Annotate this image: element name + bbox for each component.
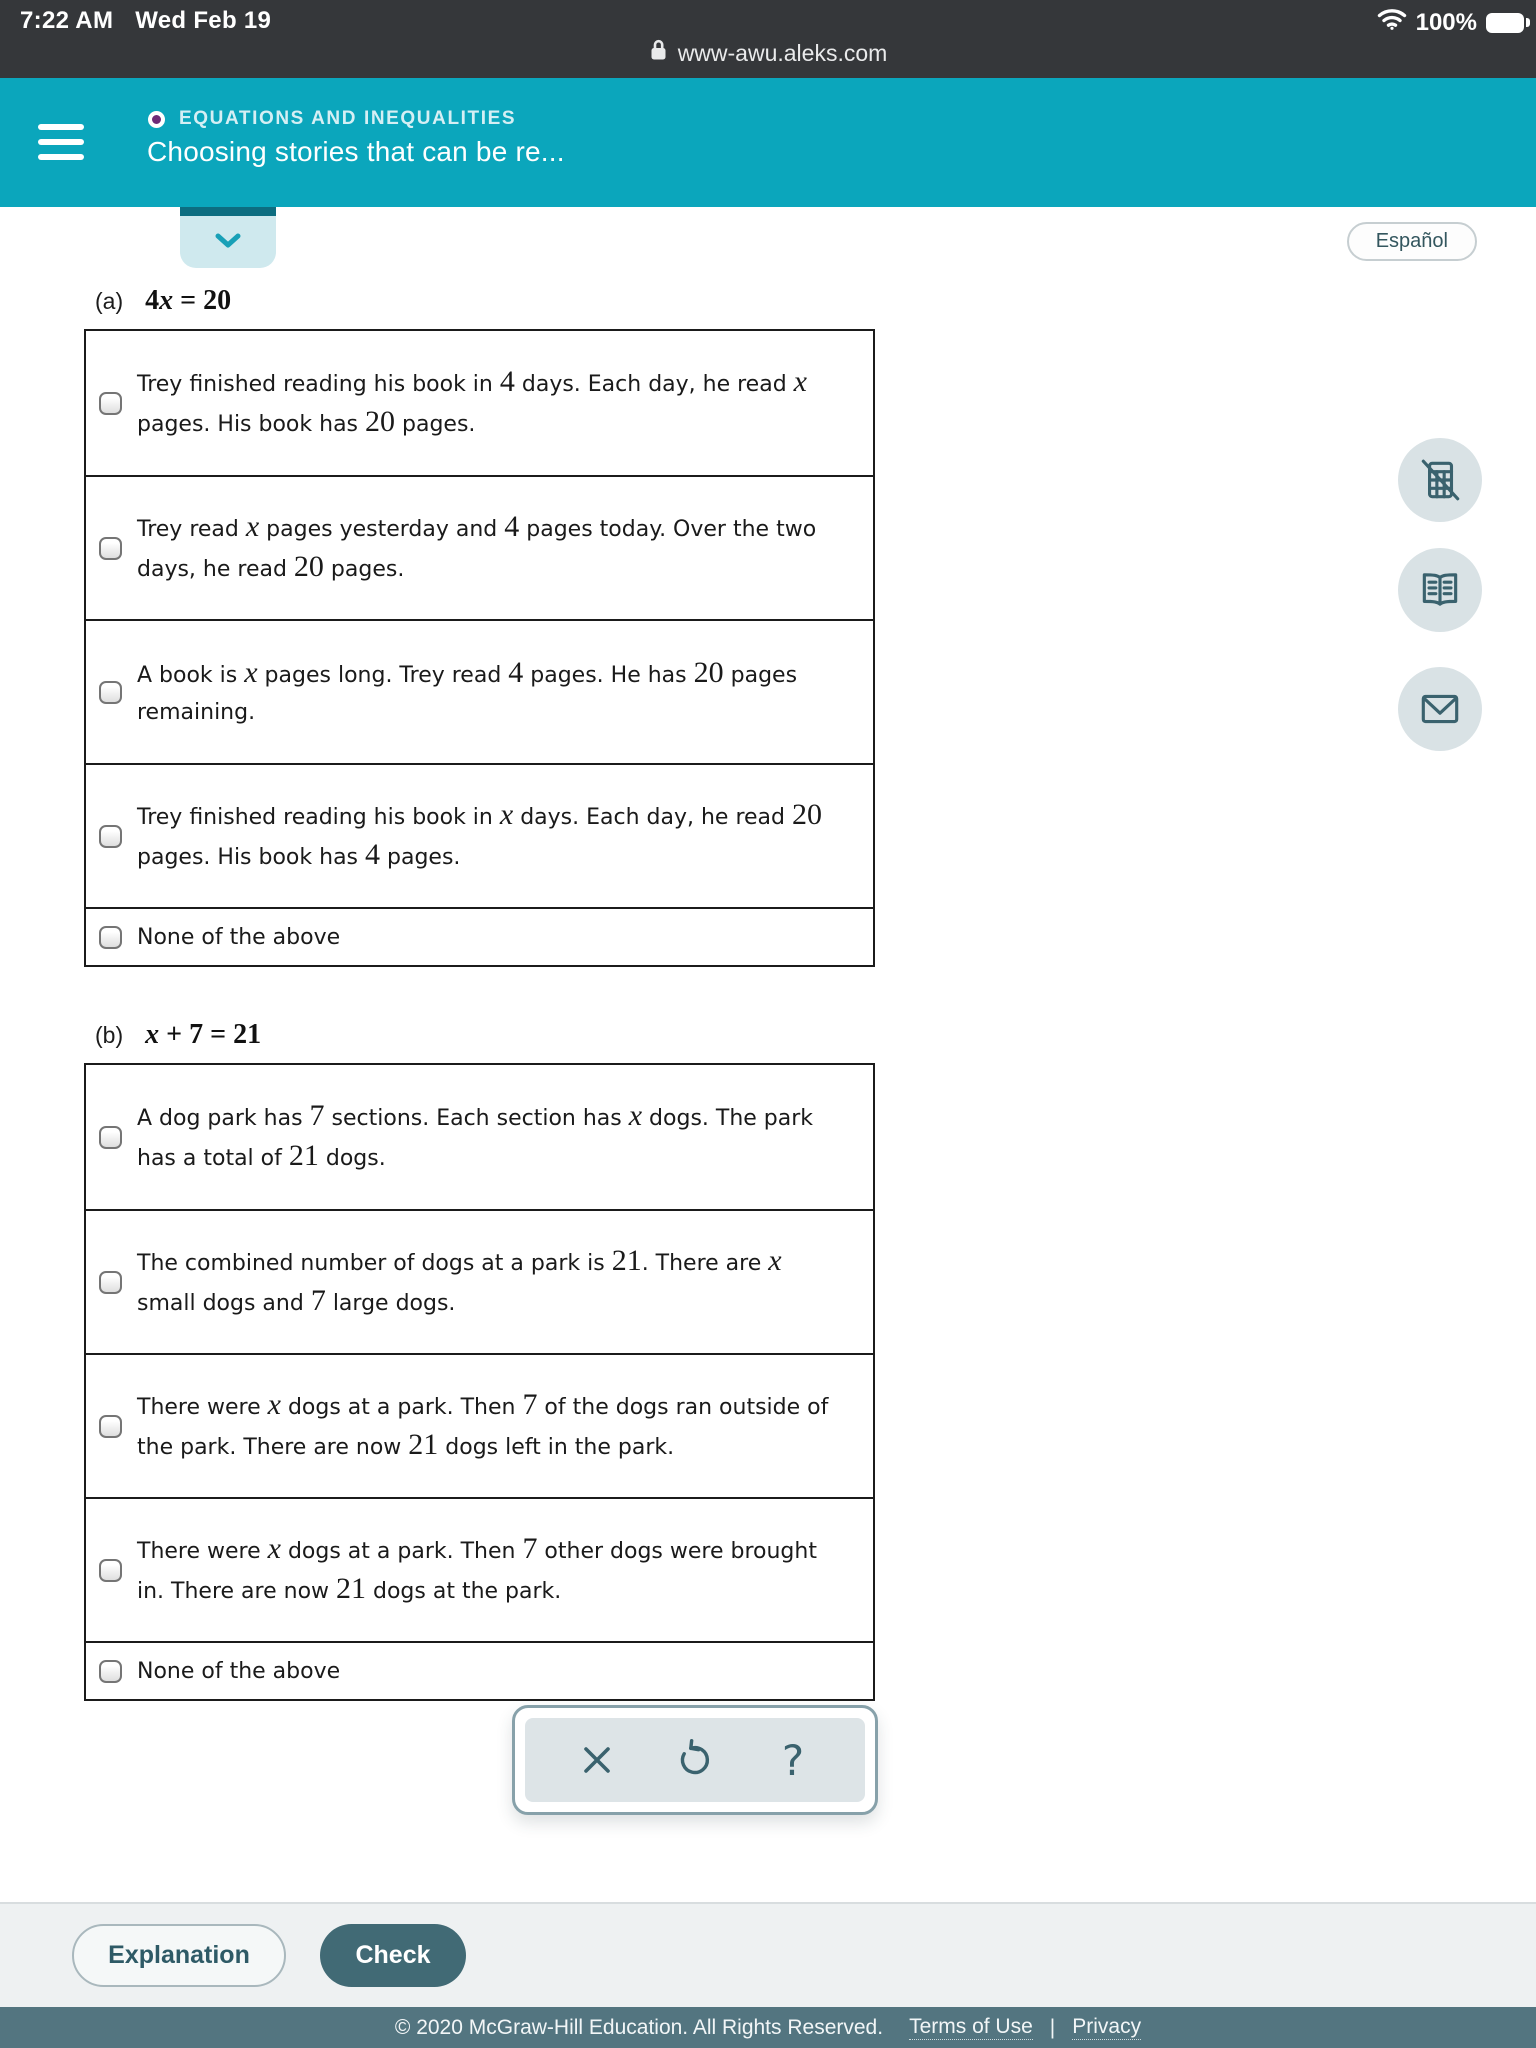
option-row[interactable] bbox=[86, 475, 873, 619]
question-b-options-table bbox=[84, 1063, 875, 1701]
action-bar bbox=[0, 1902, 1536, 2007]
footer-separator: | bbox=[1049, 2015, 1056, 2039]
help-question-icon[interactable]: ? bbox=[765, 1732, 821, 1788]
option-text: Trey read x pages yesterday and 4 pages today. Over the two days, he read 20 pages. bbox=[137, 510, 817, 583]
terms-of-use-link[interactable]: Terms of Use bbox=[909, 2015, 1033, 2038]
footer bbox=[0, 2007, 1536, 2048]
option-row[interactable] bbox=[86, 1353, 873, 1497]
battery-icon bbox=[1486, 13, 1524, 33]
privacy-link[interactable]: Privacy bbox=[1072, 2015, 1142, 2038]
answer-toolbox bbox=[512, 1705, 878, 1815]
option-text: None of the above bbox=[137, 924, 341, 950]
lock-icon bbox=[649, 38, 668, 68]
option-text: None of the above bbox=[137, 1658, 341, 1684]
topic-label: EQUATIONS AND INEQUALITIES bbox=[179, 108, 517, 129]
option-row[interactable] bbox=[86, 331, 873, 475]
battery-percent: 100% bbox=[1415, 8, 1477, 36]
address-bar[interactable] bbox=[0, 38, 1536, 68]
question-b-header bbox=[95, 1019, 1536, 1051]
option-row[interactable] bbox=[86, 619, 873, 763]
wifi-icon bbox=[1377, 7, 1407, 38]
radio-button[interactable] bbox=[99, 1415, 122, 1438]
collapse-question-tab[interactable] bbox=[180, 207, 276, 268]
reference-book-icon[interactable] bbox=[1398, 548, 1482, 632]
question-area bbox=[0, 269, 1536, 1902]
radio-button[interactable] bbox=[99, 681, 122, 704]
espanol-button[interactable]: Español bbox=[1347, 222, 1477, 261]
clock-time: 7:22 AM bbox=[20, 7, 114, 34]
url-text: www-awu.aleks.com bbox=[677, 39, 888, 66]
radio-button[interactable] bbox=[99, 825, 122, 848]
option-text: The combined number of dogs at a park is 21. There are x small dogs and 7 large dogs. bbox=[137, 1244, 782, 1317]
tab-strip bbox=[180, 207, 276, 216]
topic-dot-icon bbox=[148, 111, 165, 128]
question-a-options-table bbox=[84, 329, 875, 967]
option-text: Trey finished reading his book in x days. Each day, he read 20 pages. His book has 4 pages. bbox=[137, 798, 822, 871]
option-text: A dog park has 7 sections. Each section has x dogs. The park has a total of 21 dogs. bbox=[137, 1099, 814, 1172]
question-a-header bbox=[95, 285, 1536, 317]
radio-button[interactable] bbox=[99, 392, 122, 415]
option-row[interactable] bbox=[86, 907, 873, 965]
option-row[interactable] bbox=[86, 1209, 873, 1353]
option-text: There were x dogs at a park. Then 7 of the dogs ran outside of the park. There are now 21 dogs left in the park. bbox=[137, 1388, 829, 1461]
question-label: (b) bbox=[95, 1022, 124, 1048]
radio-button[interactable] bbox=[99, 1559, 122, 1582]
check-button[interactable]: Check bbox=[320, 1924, 466, 1987]
message-envelope-icon[interactable] bbox=[1398, 667, 1482, 751]
equation: 4x = 20 bbox=[145, 285, 232, 316]
option-text: A book is x pages long. Trey read 4 pages. He has 20 pages remaining. bbox=[137, 655, 798, 725]
clear-x-icon[interactable] bbox=[569, 1732, 625, 1788]
option-text: There were x dogs at a park. Then 7 other dogs were brought in. There are now 21 dogs at the park. bbox=[137, 1532, 817, 1605]
copyright-text: © 2020 McGraw-Hill Education. All Rights Reserved. bbox=[394, 2015, 884, 2039]
subheader bbox=[0, 207, 1536, 269]
equation: x + 7 = 21 bbox=[145, 1019, 262, 1050]
hamburger-menu-button[interactable] bbox=[38, 124, 84, 160]
undo-icon[interactable] bbox=[667, 1732, 723, 1788]
chevron-down-icon bbox=[215, 233, 241, 252]
calculator-disabled-icon[interactable] bbox=[1398, 438, 1482, 522]
option-text: Trey finished reading his book in 4 days. Each day, he read x pages. His book has 20 pages. bbox=[137, 365, 807, 438]
option-row[interactable] bbox=[86, 1497, 873, 1641]
radio-button[interactable] bbox=[99, 537, 122, 560]
app-header bbox=[0, 78, 1536, 207]
radio-button[interactable] bbox=[99, 1271, 122, 1294]
question-label: (a) bbox=[95, 288, 124, 314]
option-row[interactable] bbox=[86, 763, 873, 907]
status-bar bbox=[0, 0, 1536, 78]
radio-button[interactable] bbox=[99, 1660, 122, 1683]
radio-button[interactable] bbox=[99, 926, 122, 949]
radio-button[interactable] bbox=[99, 1126, 122, 1149]
page-title: Choosing stories that can be re... bbox=[147, 136, 565, 167]
explanation-button[interactable]: Explanation bbox=[72, 1924, 286, 1987]
clock-date: Wed Feb 19 bbox=[135, 7, 272, 34]
option-row[interactable] bbox=[86, 1065, 873, 1209]
option-row[interactable] bbox=[86, 1641, 873, 1699]
